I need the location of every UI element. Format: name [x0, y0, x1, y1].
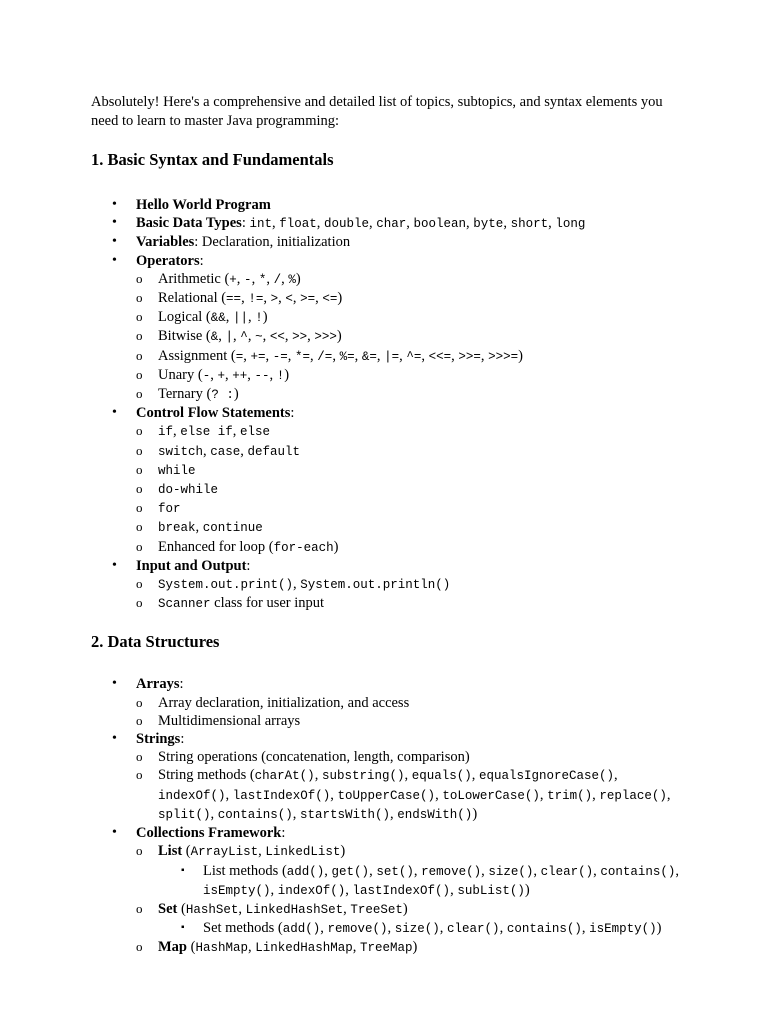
- strings-methods: o String methods (charAt(), substring(), equals(), equalsIgnoreCase(), indexOf(), lastIndexOf(), toUpperCase(), toLowerCase(), trim(), replace(), split(), contains(), startsWith(), endsWith()): [136, 767, 671, 822]
- bullet-icon: •: [112, 825, 117, 841]
- sub-bullet-icon: o: [136, 538, 143, 554]
- control-enhanced-for: o Enhanced for loop (for-each): [136, 538, 339, 555]
- sub-bullet-icon: o: [136, 270, 143, 286]
- list-item-input-output: • Input and Output: o System.out.print(), System.out.println() o Scanner class for user input: [91, 557, 691, 614]
- strings-operations: o String operations (concatenation, length, comparison): [136, 749, 470, 766]
- sub-bullet-icon: o: [136, 366, 143, 382]
- arrays-declaration: o Array declaration, initialization, and access: [136, 694, 410, 711]
- sub-bullet-icon: o: [136, 767, 143, 783]
- operator-relational: o Relational (==, !=, >, <, >=, <=): [136, 290, 343, 307]
- sub-bullet-icon: o: [136, 749, 143, 765]
- document-page: [91, 93, 691, 958]
- sub-bullet-icon: o: [136, 461, 143, 477]
- sub-bullet-icon: o: [136, 386, 143, 402]
- list-item-collections: • Collections Framework: o List (ArrayList, LinkedList) ▪ List methods (add(), get(), set(), remove(), size(), clear(), contains(), isEmpty(), indexOf(), lastIndexOf(), subList()) o Set (HashSet, LinkedHashSet, TreeSet) ▪ Set methods (add(), remove(), size(), clear(), contains(), isEmpty()) o Map (HashMap, LinkedHashMap, TreeMap): [91, 824, 691, 957]
- section1-list: [91, 196, 691, 613]
- bullet-icon: •: [112, 731, 117, 747]
- list-item-hello-world: • Hello World Program: [112, 197, 271, 213]
- sub-bullet-icon: o: [136, 595, 143, 611]
- collections-set: o Set (HashSet, LinkedHashSet, TreeSet) ▪ Set methods (add(), remove(), size(), clear(), contains(), isEmpty()): [136, 900, 691, 938]
- strings-sublist: [136, 748, 691, 824]
- collections-list: o List (ArrayList, LinkedList) ▪ List methods (add(), get(), set(), remove(), size(), clear(), contains(), isEmpty(), indexOf(), lastIndexOf(), subList()): [136, 842, 691, 900]
- square-bullet-icon: ▪: [181, 864, 185, 876]
- bullet-icon: •: [112, 234, 117, 250]
- section-heading-basic-syntax: 1. Basic Syntax and Fundamentals: [91, 150, 334, 169]
- bullet-icon: •: [112, 405, 117, 421]
- set-methods-sublist: [158, 919, 691, 938]
- list-item-strings: • Strings: o String operations (concatenation, length, comparison) o String methods (charAt(), substring(), equals(), equalsIgnoreCase(), indexOf(), lastIndexOf(), toUpperCase(), toLowerCase(), trim(), replace(), split(), contains(), startsWith(), endsWith()): [91, 730, 691, 824]
- sub-bullet-icon: o: [136, 843, 143, 859]
- control-while: o while: [136, 461, 196, 478]
- list-item-variables: • Variables: Declaration, initialization: [112, 234, 351, 251]
- square-bullet-icon: ▪: [181, 922, 185, 934]
- collections-sublist: [136, 842, 691, 957]
- sub-bullet-icon: o: [136, 519, 143, 535]
- io-scanner: o Scanner class for user input: [136, 595, 325, 612]
- sub-bullet-icon: o: [136, 939, 143, 955]
- arrays-multidimensional: o Multidimensional arrays: [136, 712, 301, 729]
- sub-bullet-icon: o: [136, 481, 143, 497]
- sub-bullet-icon: o: [136, 442, 143, 458]
- control-flow-sublist: [136, 422, 691, 556]
- collections-map: o Map (HashMap, LinkedHashMap, TreeMap): [136, 939, 418, 956]
- list-item-arrays: • Arrays: o Array declaration, initialization, and access o Multidimensional arrays: [91, 675, 691, 730]
- sub-bullet-icon: o: [136, 576, 143, 592]
- intro-paragraph: Absolutely! Here's a comprehensive and detailed list of topics, subtopics, and syntax elements you need to learn to master Java programming:: [91, 94, 663, 129]
- set-methods: ▪ Set methods (add(), remove(), size(), clear(), contains(), isEmpty()): [181, 920, 662, 937]
- control-break: o break, continue: [136, 519, 263, 536]
- operator-bitwise: o Bitwise (&, |, ^, ~, <<, >>, >>>): [136, 328, 342, 345]
- arrays-sublist: [136, 694, 691, 730]
- sub-bullet-icon: o: [136, 900, 143, 916]
- bullet-icon: •: [112, 557, 117, 573]
- operator-arithmetic: o Arithmetic (+, -, *, /, %): [136, 270, 301, 287]
- operator-ternary: o Ternary (? :): [136, 386, 239, 403]
- control-for: o for: [136, 500, 181, 517]
- bullet-icon: •: [112, 252, 117, 268]
- sub-bullet-icon: o: [136, 712, 143, 728]
- io-print: o System.out.print(), System.out.println(): [136, 576, 451, 593]
- operators-sublist: [136, 270, 691, 404]
- bullet-icon: •: [112, 676, 117, 692]
- sub-bullet-icon: o: [136, 328, 143, 344]
- sub-bullet-icon: o: [136, 347, 143, 363]
- control-switch: o switch, case, default: [136, 442, 301, 459]
- list-methods-sublist: [158, 862, 691, 900]
- section-heading-data-structures: 2. Data Structures: [91, 632, 220, 652]
- bullet-icon: •: [112, 215, 117, 231]
- sub-bullet-icon: o: [136, 309, 143, 325]
- operator-assignment: o Assignment (=, +=, -=, *=, /=, %=, &=, |=, ^=, <<=, >>=, >>>=): [136, 347, 524, 364]
- operator-unary: o Unary (-, +, ++, --, !): [136, 366, 290, 383]
- control-do-while: o do-while: [136, 481, 219, 498]
- io-sublist: [136, 575, 691, 613]
- list-item-data-types: • Basic Data Types: int, float, double, char, boolean, byte, short, long: [112, 215, 586, 232]
- list-item-control-flow: • Control Flow Statements: o if, else if, else o switch, case, default o while o do-while o for o break, continue o Enhanced for loop (for-each): [91, 404, 691, 557]
- section2-list: [91, 675, 691, 957]
- list-methods: ▪ List methods (add(), get(), set(), remove(), size(), clear(), contains(), isEmpty(), indexOf(), lastIndexOf(), subList()): [181, 862, 680, 898]
- sub-bullet-icon: o: [136, 500, 143, 516]
- list-item-operators: • Operators: o Arithmetic (+, -, *, /, %) o Relational (==, !=, >, <, >=, <=) o Logical (&&, ||, !) o Bitwise (&, |, ^, ~, <<, >>, >>>) o Assignment (=, +=, -=, *=, /=, %=, &=, |=, ^=, <<=, >>=, >>>=) o Unary (-, +, ++, --, !) o Ternary (? :): [91, 252, 691, 405]
- bullet-icon: •: [112, 197, 117, 212]
- sub-bullet-icon: o: [136, 423, 143, 439]
- operator-logical: o Logical (&&, ||, !): [136, 309, 268, 326]
- sub-bullet-icon: o: [136, 694, 143, 710]
- control-if: o if, else if, else: [136, 423, 271, 440]
- sub-bullet-icon: o: [136, 290, 143, 306]
